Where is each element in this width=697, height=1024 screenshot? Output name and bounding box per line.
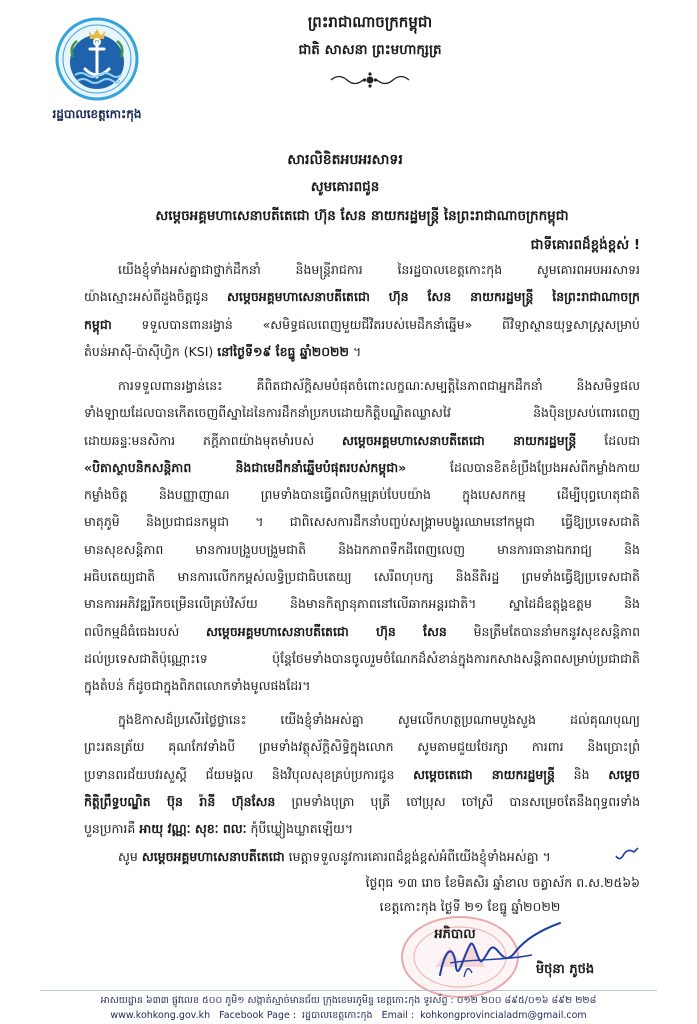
footer-contacts [10, 1008, 687, 1023]
text-line [84, 733, 640, 760]
paragraph-2 [84, 372, 640, 700]
text-segment: មេត្តាទទួលនូវការគោរពដ៏ខ្ពង់ខ្ពស់អំពីយើងខ្ញុំទាំងអស់គ្នា ។ [284, 849, 551, 864]
signatory-name: មិថុនា ភូថង [535, 962, 595, 977]
text-segment: ព្រះរតនត្រ័យ គុណកែវទាំងបី ព្រមទាំងវត្ថុស័ក្តិសិទ្ធិក្នុងលោក សូមតាមជួយថែរក្សា ការពារ និងប្រោះព្រំ [84, 739, 640, 755]
emphasized-text: សម្តេចតេជោ នាយករដ្ឋមន្ត្រី [413, 766, 555, 782]
text-segment: ក្នុងឱកាសដ៏ប្រសើរថ្លៃថ្លានេះ យើងខ្ញុំទាំងអស់គ្នា សូមលើកហត្ថប្រណាមបួងសួង ដល់គុណបុណ្យ [118, 712, 640, 727]
text-segment: ទាំងឡាយដែលបានកើតចេញពីស្នាដៃនៃការដឹកនាំប្រកបដោយកិត្តិបណ្ឌិតឈ្លាសវៃ និងប៉ិនប្រសប់ពោរពេញ [84, 405, 640, 421]
text-line [84, 843, 640, 870]
text-line [84, 645, 640, 672]
paragraph-3 [84, 706, 640, 842]
text-segment: ពលិកម្មដ៏ធំធេងរបស់ [84, 623, 207, 639]
text-segment: ក្នុងតំបន់ ក៏ដូចជាក្នុងពិភពលោកទាំងមូលផងដែរ។ [84, 678, 311, 694]
text-segment: មានសុខសន្តិភាព មានការបង្រួបបង្រួមជាតិ និងឯកភាពទឹកដីពេញលេញ មានការធានាឯករាជ្យ និង [84, 541, 640, 557]
letter-title: សារលិខិតអបអរសាទរ [287, 152, 403, 168]
facebook-page-name: រដ្ឋបាលខេត្តកោះកុង [302, 1010, 373, 1021]
text-line [84, 508, 640, 535]
text-segment: ព្រមទាំងបុត្រា បុត្រី ចៅប្រុស ចៅស្រី បានសម្រេចតែនឹងពុទ្ធពរទាំង [275, 793, 640, 809]
text-segment: កុំបីឃ្លៀងឃ្លាតឡើយ។ [246, 821, 354, 837]
lunar-date: ថ្ងៃពុធ ១៣ រោច ខែមិគសិរ ឆ្នាំខាល ចត្វាស័ក ព.ស.២៥៦៦ [365, 875, 640, 890]
paragraph-1 [84, 256, 640, 365]
emphasized-text: អាយុ វណ្ណៈ សុខៈ ពលៈ [139, 821, 247, 837]
email-label: Email : [381, 1010, 415, 1021]
footer-divider [40, 990, 657, 991]
text-line [84, 311, 640, 338]
text-segment: ដែលបានខិតខំប្រឹងប្រែងអស់ពីកម្លាំងកាយ [406, 459, 640, 475]
koh-kong-emblem-logo [55, 17, 139, 101]
text-segment: មានការអភិវឌ្ឍរីកចម្រើនលើគ្រប់វិស័យ និងមានកិត្យានុភាពនៅលើឆាកអន្តរជាតិ។ ស្នាដៃដ៏ឧត្តុង្គឧត្តម និង [84, 596, 640, 612]
emphasized-text: សម្តេចអគ្គមហាសេនាបតីតេជោ ហ៊ុន សែន នាយករដ្ឋមន្ត្រី នៃព្រះរាជាណាចក្រ [227, 289, 640, 305]
emphasized-text: នៅថ្ងៃទី១៩ ខែធ្នូ ឆ្នាំ២០២២ [217, 343, 349, 359]
text-line [84, 590, 640, 617]
emphasized-text: កម្ពុជា [84, 316, 112, 332]
logo-caption: រដ្ឋបាលខេត្តកោះកុង [52, 107, 142, 121]
text-line [84, 399, 640, 426]
text-segment: ។ [348, 343, 362, 359]
text-segment: ទទួលបានពានរង្វាន់ «សមិទ្ធផលពេញមួយជីវិតរបស់មេដឹកនាំឆ្នើម» ពីវិទ្យាស្ថានយុទ្ធសាស្ត្រសម្រាប់ [111, 316, 640, 332]
website-text: www.kohkong.gov.kh [110, 1010, 211, 1021]
addressee: សម្តេចអគ្គមហាសេនាបតីតេជោ ហ៊ុន សែន នាយករដ្ឋមន្ត្រី នៃព្រះរាជាណាចក្រកម្ពុជា [155, 208, 569, 224]
footer-address: អាសយដ្ឋាន ៦៣៣ ផ្លូវលេខ ៥០០ ភូមិ១ សង្កាត់ស្មាច់មានជ័យ ក្រុងខេមរភូមិន្ទ ខេត្តកោះកុង ទូរស័ព្ទ : ០១២ ២០០ ៨៩៥/០១៦ ៨៩២ ២២៨ [100, 995, 597, 1006]
text-segment: និង [554, 766, 609, 782]
ornament-divider [325, 71, 415, 89]
place-and-date: ខេត្តកោះកុង ថ្ងៃទី ២១ ខែធ្នូ ឆ្នាំ២០២២ [379, 899, 561, 914]
text-segment: បួនប្រការគឺ [84, 821, 140, 837]
text-segment: ការទទួលពានរង្វាន់នេះ គឺពិតជាស័ក្តិសមបំផុតចំពោះលក្ខណៈសម្បត្តិនៃភាពជាអ្នកដឹកនាំ និងសមិទ្ធផល [118, 378, 640, 393]
text-line [84, 427, 640, 454]
emphasized-text: សម្តេច [608, 766, 640, 782]
kingdom-title: ព្រះរាជាណាចក្រកម្ពុជា [307, 13, 433, 31]
text-segment: អធិបតេយ្យជាតិ មានការលើកកម្ពស់លទ្ធិប្រជាធិបតេយ្យ សេរីពហុបក្ស និងនីតិរដ្ឋ ព្រមទាំងធ្វើឱ្យប្រទេសជាតិ [84, 569, 640, 585]
handwritten-mark [612, 844, 642, 866]
text-line [84, 338, 640, 365]
salutation: សូមគោរពជូន [310, 179, 380, 195]
emphasized-text: «បិតាស្ថាបនិកសន្តិភាព និងជាមេដឹកនាំឆ្នើមបំផុតរបស់កម្ពុជា» [84, 459, 407, 475]
text-line [84, 761, 640, 788]
text-line [84, 481, 640, 508]
emphasized-text: សម្តេចអគ្គមហាសេនាបតីតេជោ នាយករដ្ឋមន្ត្រី [342, 432, 577, 448]
emphasized-text: សម្តេចអគ្គមហាសេនាបតីតេជោ ហ៊ុន សែន [206, 623, 447, 639]
text-segment: សូម [118, 849, 142, 864]
email-address: kohkongprovincialadm@gmail.com [420, 1010, 587, 1021]
text-line [84, 454, 640, 481]
text-segment: ដល់ប្រទេសជាតិប៉ុណ្ណោះទេ ប៉ុន្តែថែមទាំងបានចូលរួមចំណែកដ៏សំខាន់ក្នុងការកសាងសន្តិភាពសម្រាប់ប្រជាជាតិ [84, 650, 640, 666]
text-segment: មាតុភូមិ និងប្រជាជនកម្ពុជា ។ ជាពិសេសការដឹកនាំបញ្ចប់សង្គ្រាមបង្ហូរឈាមនៅកម្ពុជា ធ្វើឱ្យប្រទេសជាតិ [84, 514, 640, 530]
text-segment: យ៉ាងស្មោះអស់ពីដួងចិត្តជូន [84, 289, 228, 305]
text-line [84, 536, 640, 563]
text-segment: មិនត្រឹមតែបាននាំមកនូវសុខសន្តិភាព [446, 623, 640, 639]
closing-paragraph [84, 843, 640, 870]
text-segment: ដោយឆន្ទៈមនសិការ ភក្តីភាពយ៉ាងមុតមាំរបស់ [84, 432, 343, 448]
text-line [84, 256, 640, 283]
text-segment: ដែលជា [576, 432, 640, 448]
signatory-title: អភិបាល [434, 927, 476, 942]
national-motto: ជាតិ សាសនា ព្រះមហាក្សត្រ [298, 42, 442, 58]
text-line [84, 563, 640, 590]
text-line [84, 788, 640, 815]
text-segment: ប្រទានពរជ័យបវរសួស្តី ជ័យមង្គល និងវិបុលសុខគ្រប់ប្រការជូន [84, 766, 414, 782]
facebook-label: Facebook Page : [219, 1010, 297, 1021]
honorific: ជាទីគោរពដ៏ខ្ពង់ខ្ពស់ ! [530, 237, 640, 253]
emphasized-text: កិត្តិព្រឹទ្ធបណ្ឌិត ប៊ុន រ៉ានី ហ៊ុនសែន [84, 793, 276, 809]
text-segment: យើងខ្ញុំទាំងអស់គ្នាជាថ្នាក់ដឹកនាំ និងមន្ត្រីរាជការ នៃរដ្ឋបាលខេត្តកោះកុង សូមគោរពអបអរសាទរ [118, 262, 640, 277]
text-segment: កម្លាំងចិត្ត និងបញ្ញាញាណ ព្រមទាំងបានធ្វើពលិកម្មគ្រប់បែបយ៉ាង ក្នុងបេសកកម្ម ដើម្បីបុព្វហេតុជាតិ [84, 487, 640, 503]
text-line [84, 672, 640, 699]
text-line [84, 815, 640, 842]
text-segment: តំបន់អាស៊ី-ប៉ាស៊ីហ្វិក (KSI) [84, 343, 218, 359]
text-line [84, 283, 640, 310]
text-line [84, 618, 640, 645]
text-line [84, 706, 640, 733]
emphasized-text: សម្តេចអគ្គមហាសេនាបតីតេជោ [141, 849, 285, 864]
text-line [84, 372, 640, 399]
